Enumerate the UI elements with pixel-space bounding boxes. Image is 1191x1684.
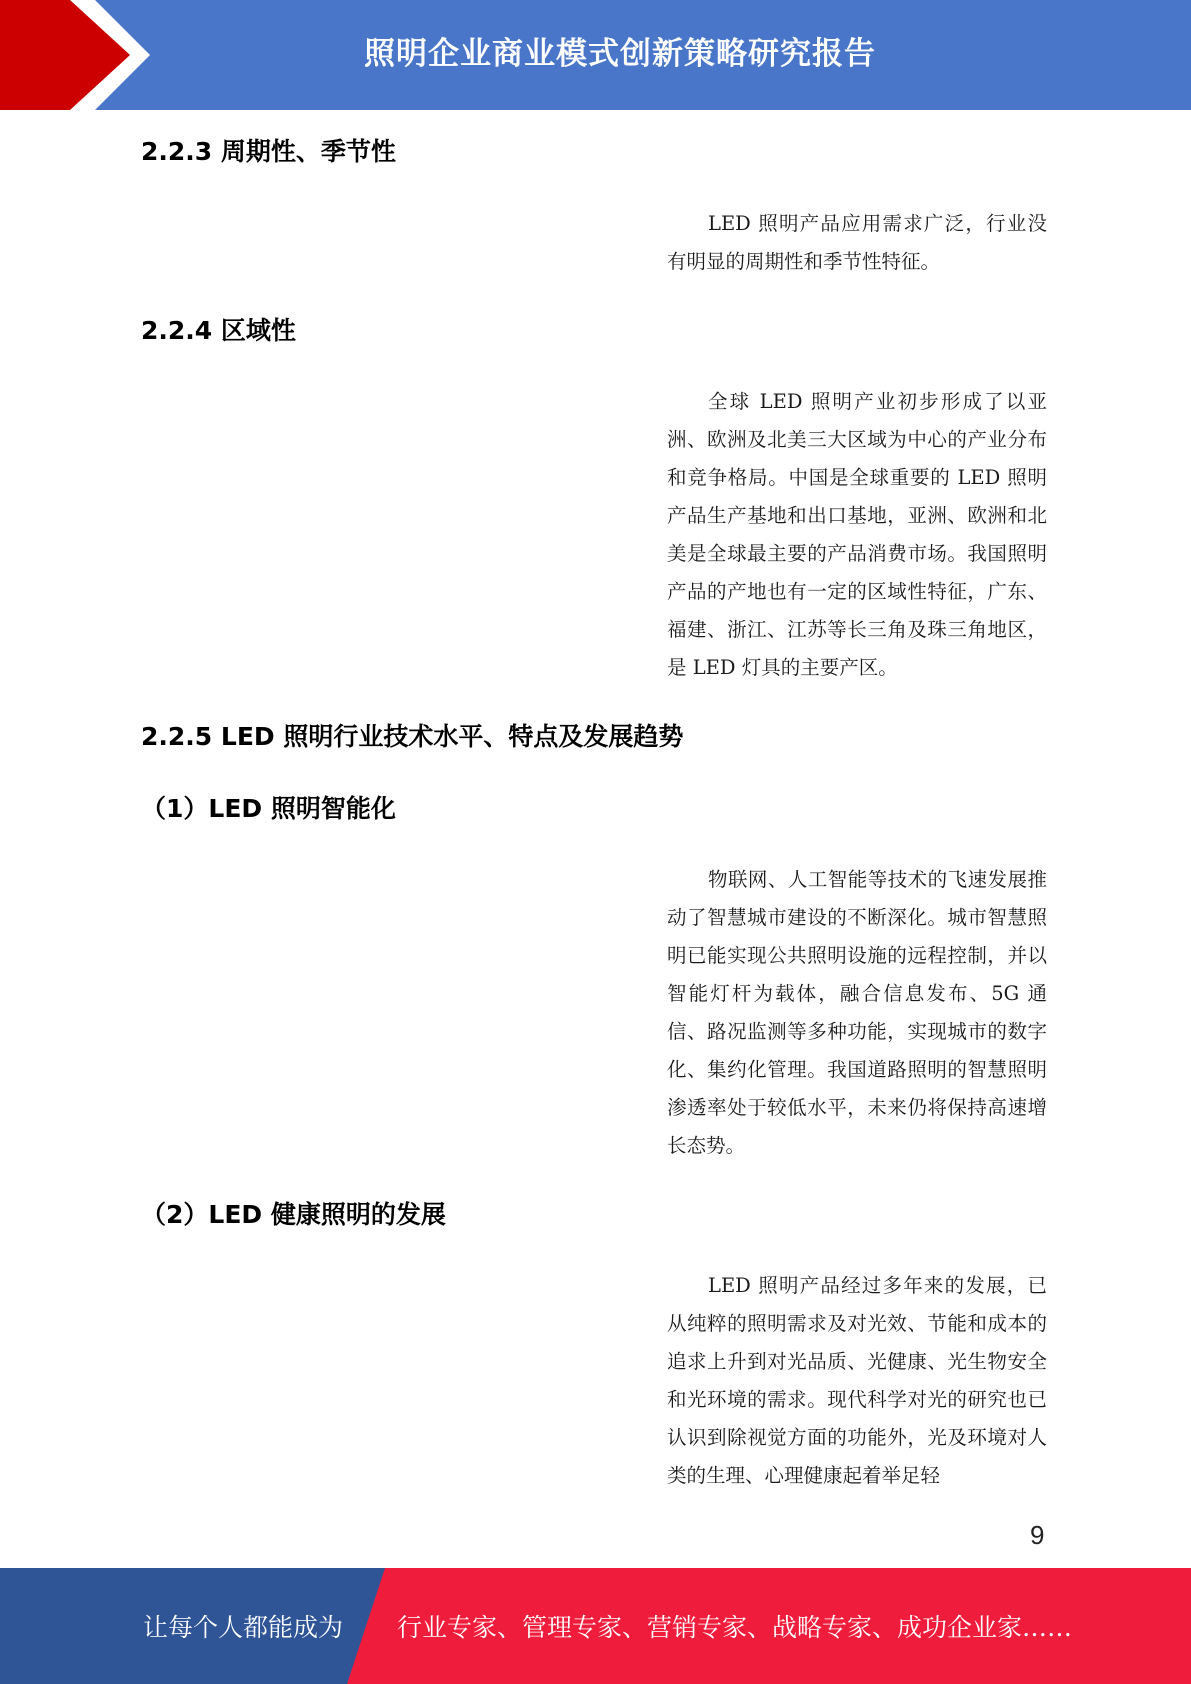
footer-slogan-left: 让每个人都能成为: [143, 1613, 344, 1642]
section-paragraph-2-2-3: LED 照明产品应用需求广泛，行业没有明显的周期性和季节性特征。: [667, 212, 1047, 273]
section-paragraph-2-2-4: 全球 LED 照明产业初步形成了以亚洲、欧洲及北美三大区域为中心的产业分布和竞争格局。中国是全球重要的 LED 照明产品生产基地和出口基地，亚洲、欧洲和北美是全球最主要的产品消费市场。我国照明产品的产地也有一定的区域性特征，广东、福建、浙江、江苏等长三角及珠三角地区，是 LED 灯具的主要产区。: [667, 390, 1047, 679]
report-title: 照明企业商业模式创新策略研究报告: [364, 36, 876, 72]
footer-slogan-right: 行业专家、管理专家、营销专家、战略专家、成功企业家……: [397, 1613, 1073, 1642]
section-heading-2-2-3: 2.2.3 周期性、季节性: [141, 137, 396, 166]
section-heading-2-2-4: 2.2.4 区域性: [141, 316, 296, 345]
section-heading-2-2-5: 2.2.5 LED 照明行业技术水平、特点及发展趋势: [141, 722, 684, 751]
subsection-heading-intelligent: （1）LED 照明智能化: [141, 794, 396, 823]
subsection-heading-health: （2）LED 健康照明的发展: [141, 1200, 446, 1229]
page-header: [0, 0, 1191, 110]
subsection-paragraph-health: LED 照明产品经过多年来的发展，已从纯粹的照明需求及对光效、节能和成本的追求上升到对光品质、光健康、光生物安全和光环境的需求。现代科学对光的研究也已认识到除视觉方面的功能外，光及环境对人类的生理、心理健康起着举足轻: [667, 1274, 1047, 1487]
subsection-paragraph-intelligent: 物联网、人工智能等技术的飞速发展推动了智慧城市建设的不断深化。城市智慧照明已能实现公共照明设施的远程控制，并以智能灯杆为载体，融合信息发布、5G 通信、路况监测等多种功能，实现城市的数字化、集约化管理。我国道路照明的智慧照明渗透率处于较低水平，未来仍将保持高速增长态势。: [667, 868, 1047, 1157]
page-number: 9: [1030, 1520, 1045, 1550]
page-footer: [0, 1568, 1191, 1684]
